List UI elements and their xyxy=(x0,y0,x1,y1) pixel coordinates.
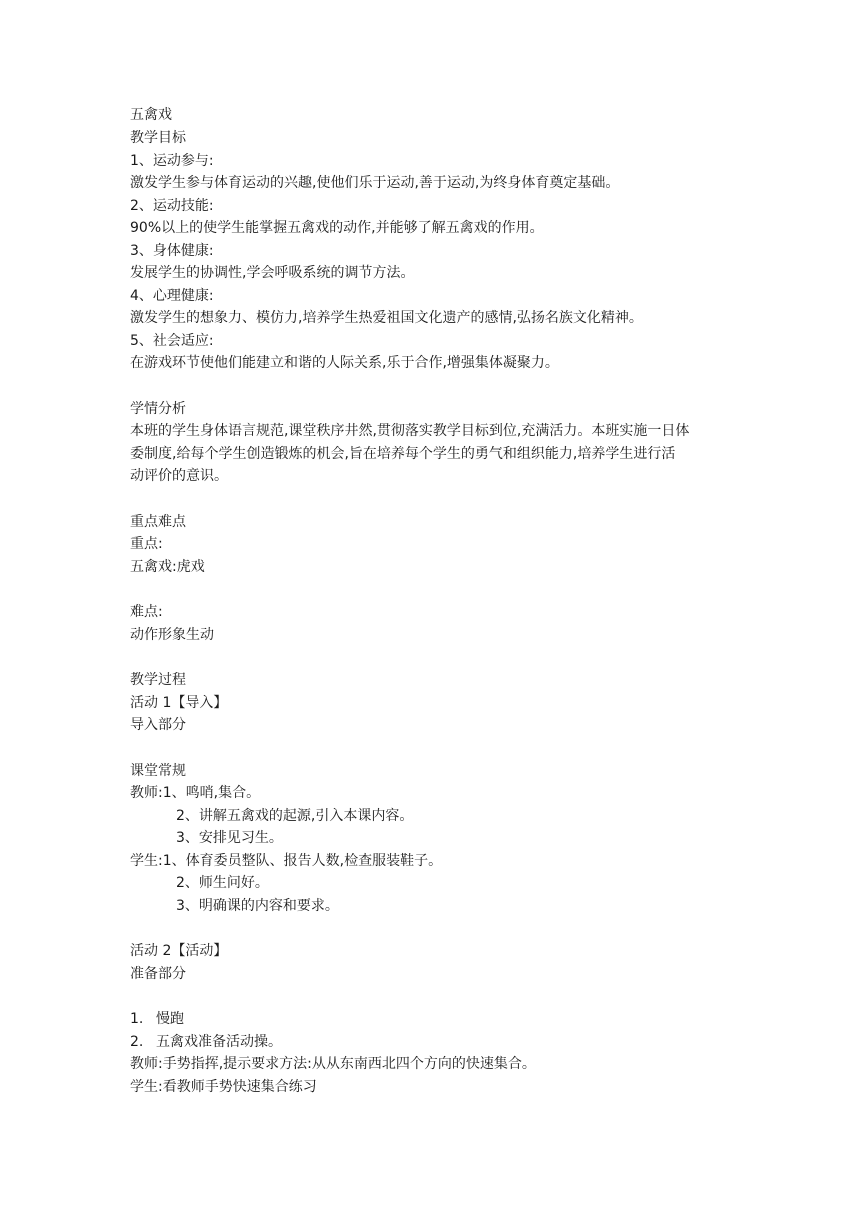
student-prep-text: 学生:看教师手势快速集合练习 xyxy=(130,1079,317,1095)
list-text: 五禽戏准备活动操。 xyxy=(156,1034,282,1050)
teacher-step-1: 教师:1、鸣哨,集合。 xyxy=(130,785,261,801)
goal-3-heading: 3、身体健康: xyxy=(130,243,214,259)
list-item xyxy=(130,1032,282,1052)
activity-1-title: 活动 1【导入】 xyxy=(130,695,228,711)
teacher-step-3: 3、安排见习生。 xyxy=(176,830,283,846)
list-number: 2. xyxy=(130,1034,144,1050)
key-text: 五禽戏:虎戏 xyxy=(130,559,205,575)
student-step-2: 2、师生问好。 xyxy=(176,875,269,891)
goal-5-text: 在游戏环节使他们能建立和谐的人际关系,乐于合作,增强集体凝聚力。 xyxy=(130,355,559,371)
teacher-step-2: 2、讲解五禽戏的起源,引入本课内容。 xyxy=(176,808,414,824)
goal-1-heading: 1、运动参与: xyxy=(130,153,214,169)
list-text: 慢跑 xyxy=(156,1011,184,1027)
goal-5-heading: 5、社会适应: xyxy=(130,333,214,349)
list-number: 1. xyxy=(130,1011,144,1027)
difficulty-label: 难点: xyxy=(130,604,163,620)
activity-2-subtitle: 准备部分 xyxy=(130,966,186,982)
goal-4-text: 激发学生的想象力、模仿力,培养学生热爱祖国文化遗产的感情,弘扬名族文化精神。 xyxy=(130,310,643,326)
analysis-line-3: 动评价的意识。 xyxy=(130,468,228,484)
routine-heading: 课堂常规 xyxy=(130,763,186,779)
difficulty-text: 动作形象生动 xyxy=(130,627,214,643)
goal-3-text: 发展学生的协调性,学会呼吸系统的调节方法。 xyxy=(130,265,415,281)
goals-heading: 教学目标 xyxy=(130,130,186,146)
key-label: 重点: xyxy=(130,536,163,552)
goal-2-heading: 2、运动技能: xyxy=(130,198,214,214)
student-step-3: 3、明确课的内容和要求。 xyxy=(176,898,339,914)
activity-1-subtitle: 导入部分 xyxy=(130,717,186,733)
analysis-line-1: 本班的学生身体语言规范,课堂秩序井然,贯彻落实教学目标到位,充满活力。本班实施一日体 xyxy=(130,423,690,439)
goal-2-text: 90%以上的使学生能掌握五禽戏的动作,并能够了解五禽戏的作用。 xyxy=(130,220,544,236)
process-heading: 教学过程 xyxy=(130,672,186,688)
activity-2-title: 活动 2【活动】 xyxy=(130,943,228,959)
teacher-prep-text: 教师:手势指挥,提示要求方法:从从东南西北四个方向的快速集合。 xyxy=(130,1056,536,1072)
analysis-heading: 学情分析 xyxy=(130,401,186,417)
key-heading: 重点难点 xyxy=(130,514,186,530)
doc-title: 五禽戏 xyxy=(130,107,172,123)
student-step-1: 学生:1、体育委员整队、报告人数,检查服装鞋子。 xyxy=(130,853,443,869)
analysis-line-2: 委制度,给每个学生创造锻炼的机会,旨在培养每个学生的勇气和组织能力,培养学生进行活 xyxy=(130,446,676,462)
goal-1-text: 激发学生参与体育运动的兴趣,使他们乐于运动,善于运动,为终身体育奠定基础。 xyxy=(130,175,620,191)
list-item xyxy=(130,1009,184,1029)
goal-4-heading: 4、心理健康: xyxy=(130,288,214,304)
